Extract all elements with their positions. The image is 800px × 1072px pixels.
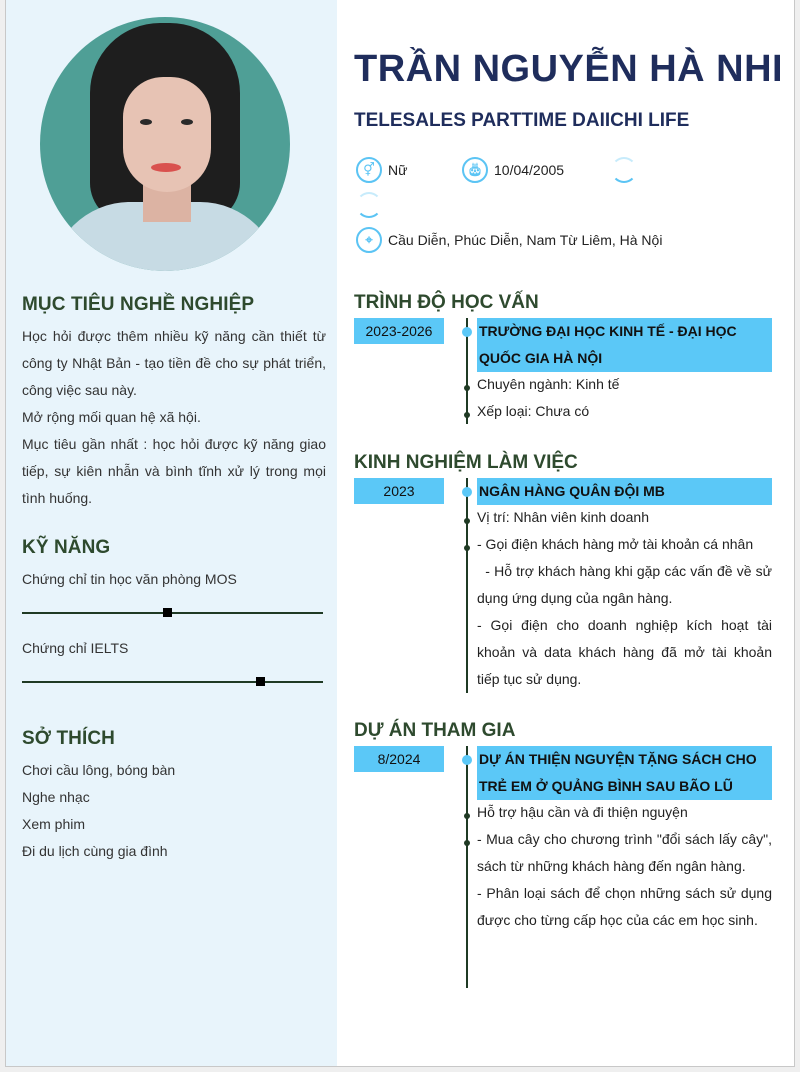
skill-label: Chứng chỉ IELTS [22, 640, 129, 656]
skills-heading: KỸ NĂNG [22, 537, 111, 558]
education-heading: TRÌNH ĐỘ HỌC VẤN [354, 292, 539, 313]
gender-icon: ⚥ [356, 157, 382, 183]
map-location-icon: ⌖ [356, 227, 382, 253]
objective-paragraph: Mục tiêu gần nhất : học hỏi được kỹ năng giao tiếp, sự kiên nhẫn và bình tĩnh xử lý trong mọi tình huống. [22, 436, 326, 506]
duty-item: - Gọi điện cho doanh nghiệp kích hoạt tài khoản và data khách hàng đã mở tài khoản tiếp tục sử dụng. [477, 617, 772, 687]
avatar-face [123, 77, 211, 192]
bullet-dot [464, 813, 470, 819]
project-tasks [477, 826, 772, 934]
objective-heading: MỤC TIÊU NGHỀ NGHIỆP [22, 294, 255, 315]
project-role: Hỗ trợ hậu cần và đi thiện nguyện [477, 804, 688, 820]
hobby-item: Xem phim [22, 816, 86, 832]
hobby-item: Chơi cầu lông, bóng bàn [22, 762, 176, 778]
address-value: Cầu Diễn, Phúc Diễn, Nam Từ Liêm, Hà Nội [388, 232, 663, 248]
avatar-lips [151, 163, 181, 172]
hobby-item: Đi du lịch cùng gia đình [22, 843, 168, 859]
avatar-eye-right [181, 119, 193, 125]
address-info [356, 227, 662, 253]
timeline-dot [462, 755, 472, 765]
skill-label: Chứng chỉ tin học văn phòng MOS [22, 571, 237, 587]
bullet-dot [464, 518, 470, 524]
birthday-cake-icon: 🎂︎ [462, 157, 488, 183]
skill-level-bar [22, 681, 323, 683]
project-title: DỰ ÁN THIỆN NGUYỆN TẶNG SÁCH CHO TRẺ EM Ở QUẢNG BÌNH SAU BÃO LŨ [477, 746, 772, 800]
skill-level-bar [22, 612, 323, 614]
avatar-eye-left [140, 119, 152, 125]
hobby-item: Nghe nhạc [22, 789, 90, 805]
phone-icon [611, 157, 637, 183]
task-item: - Mua cây cho chương trình "đổi sách lấy cây", sách từ những khách hàng đến ngân hàng. [477, 831, 772, 874]
timeline-line [466, 478, 468, 693]
skill-level-marker [163, 608, 172, 617]
task-item: - Phân loại sách để chọn những sách sử dụng được cho từng cấp học của các em học sinh. [477, 885, 772, 928]
bullet-dot [464, 385, 470, 391]
duty-item: - Gọi điện khách hàng mở tài khoản cá nhân [477, 536, 754, 552]
timeline-dot [462, 327, 472, 337]
duty-item: - Hỗ trợ khách hàng khi gặp các vấn đề về sử dụng ứng dụng của ngân hàng. [477, 563, 776, 606]
objective-paragraph: Học hỏi được thêm nhiều kỹ năng cần thiết từ công ty Nhật Bản - tạo tiền đề cho sự phát triển, công việc sau này. [22, 328, 326, 398]
education-major: Chuyên ngành: Kinh tế [477, 376, 620, 392]
project-date: 8/2024 [354, 746, 444, 772]
objective-text [22, 323, 326, 512]
education-date: 2023-2026 [354, 318, 444, 344]
bullet-dot [464, 840, 470, 846]
job-title: TELESALES PARTTIME DAIICHI LIFE [354, 110, 690, 131]
email-icon [356, 192, 382, 218]
sidebar [6, 0, 337, 1066]
experience-heading: KINH NGHIỆM LÀM VIỆC [354, 452, 578, 473]
objective-paragraph: Mở rộng mối quan hệ xã hội. [22, 409, 201, 425]
birthday-info [462, 157, 564, 183]
experience-duties [477, 531, 776, 693]
avatar [40, 17, 290, 271]
birthday-value: 10/04/2005 [494, 162, 565, 178]
timeline-line [466, 746, 468, 988]
hobbies-heading: SỞ THÍCH [22, 728, 116, 749]
education-school: TRƯỜNG ĐẠI HỌC KINH TẾ - ĐẠI HỌC QUỐC GIA HÀ NỘI [477, 318, 772, 372]
experience-date: 2023 [354, 478, 444, 504]
cv-page [5, 0, 795, 1067]
gender-value: Nữ [388, 162, 408, 178]
experience-position: Vị trí: Nhân viên kinh doanh [477, 509, 649, 525]
bullet-dot [464, 412, 470, 418]
candidate-name: TRẦN NGUYỄN HÀ NHI [354, 48, 784, 90]
education-grade: Xếp loại: Chưa có [477, 403, 590, 419]
experience-company: NGÂN HÀNG QUÂN ĐỘI MB [477, 478, 772, 505]
bullet-dot [464, 545, 470, 551]
projects-heading: DỰ ÁN THAM GIA [354, 720, 516, 741]
gender-info [356, 157, 407, 183]
skill-level-marker [256, 677, 265, 686]
timeline-dot [462, 487, 472, 497]
main-content [337, 0, 794, 1066]
